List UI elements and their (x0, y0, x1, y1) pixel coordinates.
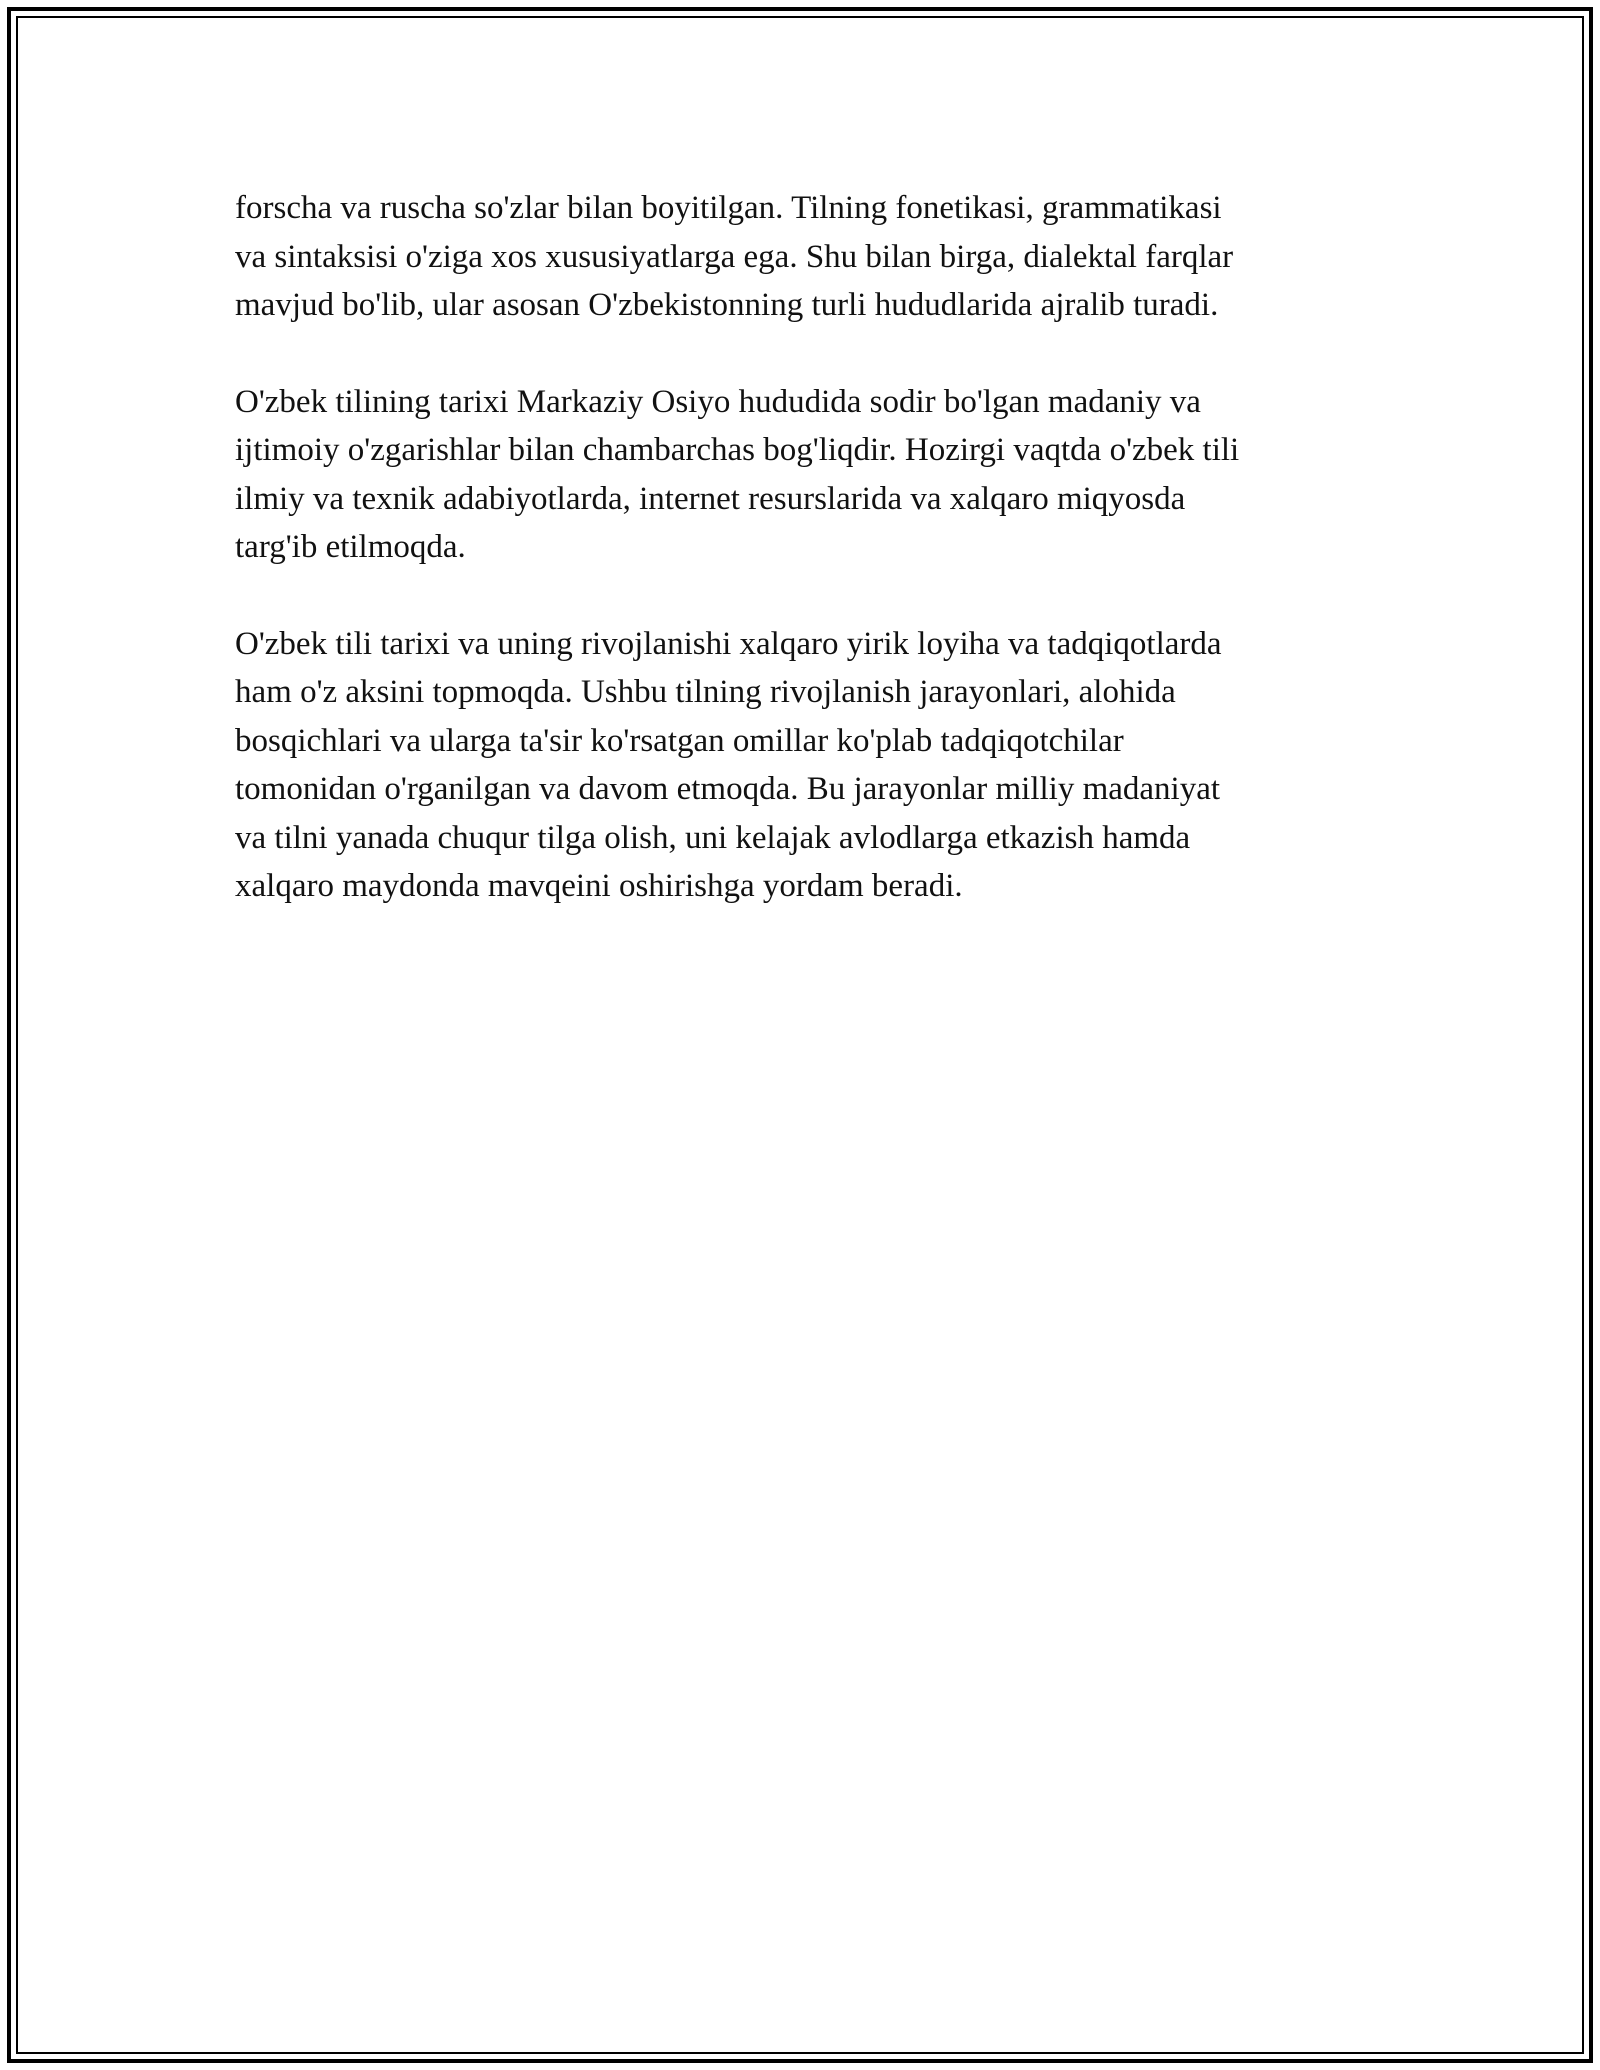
paragraph-3 (235, 620, 1385, 911)
text-line: va sintaksisi o'ziga xos xususiyatlarga ega. Shu bilan birga, dialektal farqlar (235, 238, 1234, 275)
text-line: tomonidan o'rganilgan va davom etmoqda. Bu jarayonlar milliy madaniyat (235, 771, 1221, 807)
text-line: O'zbek tilining tarixi Markaziy Osiyo hududida sodir bo'lgan madaniy va (235, 383, 1201, 420)
document-body (235, 184, 1385, 959)
text-line: ijtimoiy o'zgarishlar bilan chambarchas bog'liqdir. Hozirgi vaqtda o'zbek tili (235, 432, 1240, 468)
text-line: bosqichlari va ularga ta'sir ko'rsatgan omillar ko'plab tadqiqotchilar (235, 722, 1124, 759)
text-line: xalqaro maydonda mavqeini oshirishga yordam beradi. (235, 868, 963, 904)
paragraph-2 (235, 378, 1385, 572)
text-line: O'zbek tili tarixi va uning rivojlanishi xalqaro yirik loyiha va tadqiqotlarda (235, 625, 1222, 662)
text-line: forscha va ruscha so'zlar bilan boyitilgan. Tilning fonetikasi, grammatikasi (235, 190, 1222, 226)
paragraph-1 (235, 184, 1385, 330)
text-line: va tilni yanada chuqur tilga olish, uni kelajak avlodlarga etkazish hamda (235, 819, 1191, 856)
text-line: targ'ib etilmoqda. (235, 529, 466, 565)
text-line: mavjud bo'lib, ular asosan O'zbekistonning turli hududlarida ajralib turadi. (235, 287, 1219, 323)
text-line: ilmiy va texnik adabiyotlarda, internet resurslarida va xalqaro miqyosda (235, 480, 1186, 517)
text-line: ham o'z aksini topmoqda. Ushbu tilning rivojlanish jarayonlari, alohida (235, 674, 1176, 710)
